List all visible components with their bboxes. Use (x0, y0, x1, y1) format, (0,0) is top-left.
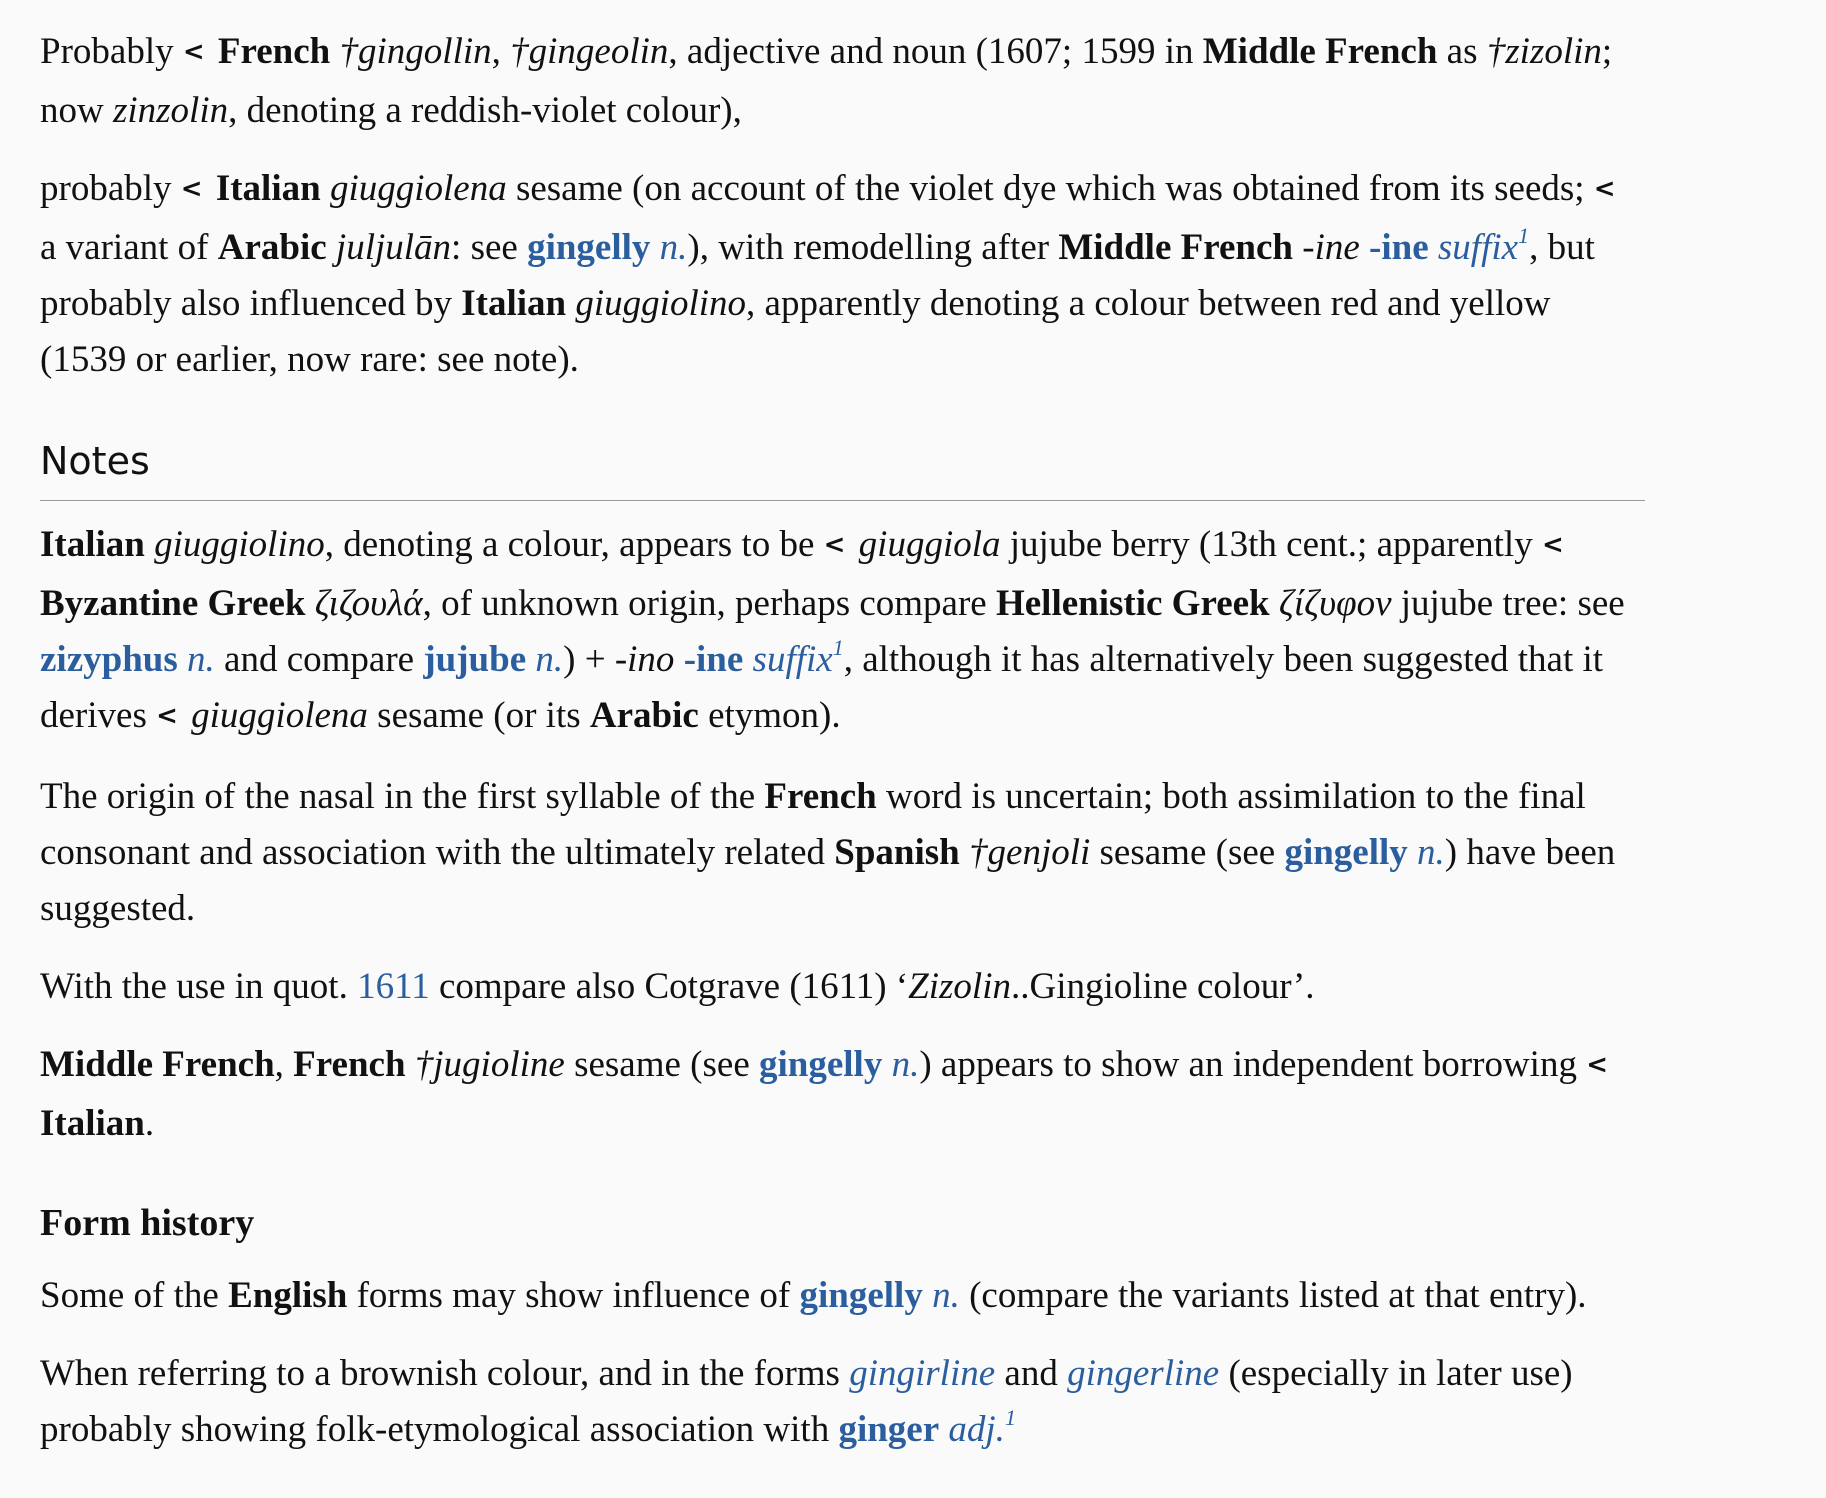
link-gingelly[interactable]: gingelly n. (759, 1044, 920, 1085)
form-history-heading: Form history (40, 1202, 255, 1244)
link-gingelly[interactable]: gingelly n. (799, 1275, 960, 1316)
etymon-word: zinzolin (112, 90, 229, 131)
link-gingelly[interactable]: gingelly n. (1284, 832, 1445, 873)
link-ginger-adj[interactable]: ginger adj.$^1$ (838, 1405, 1016, 1450)
language-label: Middle French (1058, 227, 1293, 268)
link-jujube[interactable]: jujube n. (423, 639, 564, 680)
notes-paragraph-2: The origin of the nasal in the first syllable of the French word is uncertain; both assimilation to the final consonant and association with the ultimately related Spanish †genjoli sesame (see gingelly n.) have been suggested. (40, 776, 1616, 929)
notes-paragraph-3: With the use in quot. 1611 compare also Cotgrave (1611) ‘Zizolin..Gingioline colour’. (40, 966, 1315, 1007)
etymon-word: †gingollin (339, 31, 492, 72)
derived-from-symbol: < (823, 530, 846, 560)
derived-from-symbol: < (1541, 530, 1564, 560)
link-gingerline[interactable]: gingerline (1067, 1353, 1220, 1394)
etymology-content (40, 24, 1645, 1458)
form-history-paragraph-2: When referring to a brownish colour, and in the forms gingirline and gingerline (especially in later use) probably showing folk-etymological association with ginger adj.$^1$ (40, 1353, 1573, 1450)
form-history-paragraph-1: Some of the English forms may show influence of gingelly n. (compare the variants listed at that entry). (40, 1275, 1587, 1316)
etymon-word: ζίζυφον (1278, 583, 1392, 624)
etymon-word: giuggiolena (191, 695, 368, 736)
language-label: Italian (40, 524, 145, 565)
link-quotation-1611[interactable]: 1611 (357, 966, 430, 1007)
etymon-word: †jugioline (414, 1044, 565, 1085)
language-label: Italian (215, 168, 321, 209)
etymology-paragraph-2: probably < Italian giuggiolena sesame (on account of the violet dye which was obtained from its seeds; < a variant of Arabic juljulān: see gingelly n.), with remodelling after Middle French -ine -ine suffix$^1$, but probably also influenced by Italian giuggiolino, apparently denoting a colour between red and yellow (1539 or earlier, now rare: see note). (40, 168, 1616, 380)
language-label: Italian (461, 283, 567, 324)
etymon-word: giuggiolino (575, 283, 747, 324)
notes-paragraph-4: Middle French, French †jugioline sesame (see gingelly n.) appears to show an independent borrowing < Italian. (40, 1044, 1608, 1144)
notes-paragraph-1: Italian giuggiolino, denoting a colour, appears to be < giuggiola jujube berry (13th cent.; apparently < Byzantine Greek ζιζουλά, of unknown origin, perhaps compare Hellenistic Greek ζίζυφον jujube tree: see zizyphus n. and compare jujube n.) + -ino -ine suffix$^1$, although it has alternatively been suggested that it derives < giuggiolena sesame (or its Arabic etymon). (40, 524, 1625, 736)
etymon-word: giuggiolena (329, 168, 507, 209)
etymon-word: Zizolin (908, 966, 1011, 1007)
language-label: French (764, 776, 877, 817)
derived-from-symbol: < (180, 174, 203, 204)
etymon-word: †genjoli (969, 832, 1091, 873)
language-label: Byzantine Greek (40, 583, 306, 624)
language-label: Arabic (589, 695, 699, 736)
link-zizyphus[interactable]: zizyphus n. (40, 639, 215, 680)
etymon-word: -ine (1302, 227, 1360, 268)
link-gingirline[interactable]: gingirline (849, 1353, 996, 1394)
language-label: Spanish (834, 832, 960, 873)
derived-from-symbol: < (1593, 174, 1616, 204)
notes-heading: Notes (40, 436, 1645, 501)
language-label: Middle French (40, 1044, 275, 1085)
language-label: English (228, 1275, 348, 1316)
link-ine-suffix[interactable]: -ine suffix$^1$ (683, 635, 844, 680)
etymon-word: -ino (614, 639, 675, 680)
language-label: Arabic (217, 227, 327, 268)
language-label: French (293, 1044, 406, 1085)
derived-from-symbol: < (156, 701, 178, 731)
derived-from-symbol: < (1586, 1050, 1608, 1080)
language-label: Middle French (1202, 31, 1438, 72)
language-label: Hellenistic Greek (995, 583, 1270, 624)
etymology-paragraph-1: Probably < French †gingollin, †gingeolin, adjective and noun (1607; 1599 in Middle French as †zizolin; now zinzolin, denoting a reddish-violet colour), (40, 31, 1613, 131)
etymon-word: †gingeolin (510, 31, 669, 72)
etymon-word: †zizolin (1486, 31, 1602, 72)
link-gingelly[interactable]: gingelly n. (527, 227, 688, 268)
etymon-word: ζιζουλά (314, 583, 423, 624)
etymon-word: giuggiola (858, 524, 1001, 565)
language-label: Italian (40, 1103, 145, 1144)
etymon-word: giuggiolino (154, 524, 325, 565)
language-label: French (217, 31, 331, 72)
link-ine-suffix[interactable]: -ine suffix$^1$ (1369, 223, 1530, 268)
derived-from-symbol: < (182, 37, 205, 67)
etymon-word: juljulān (335, 227, 452, 268)
